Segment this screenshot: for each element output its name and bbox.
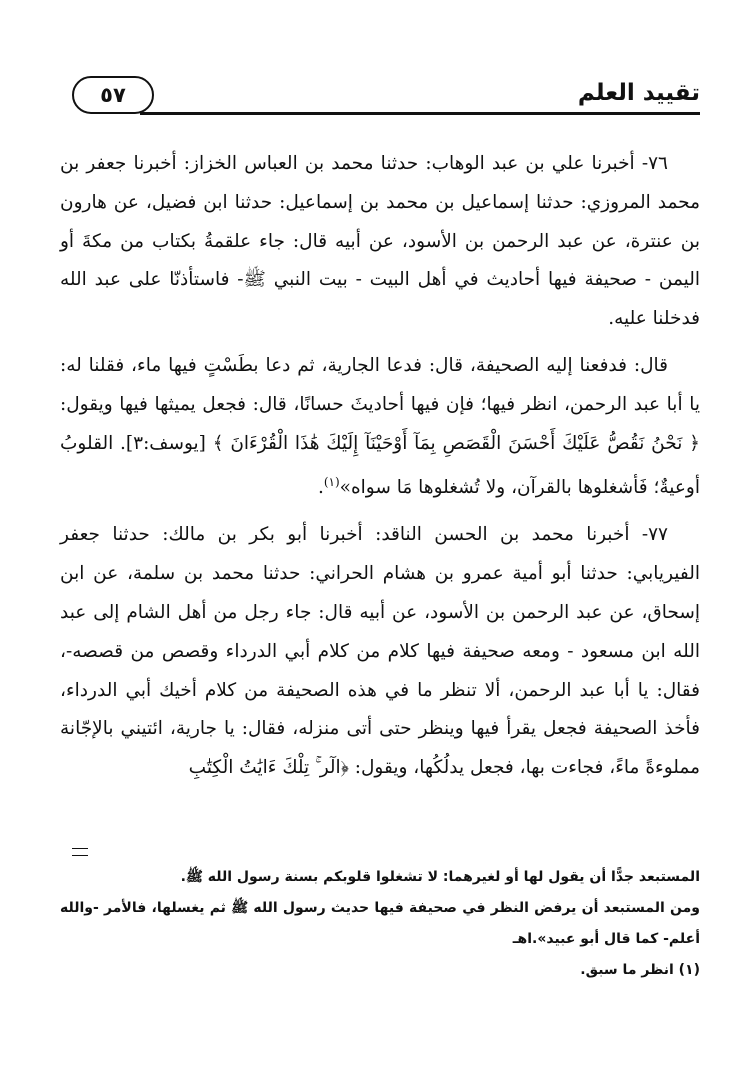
footnotes	[60, 862, 700, 986]
hadith-76-continuation	[60, 347, 700, 508]
footnote-line: ومن المستبعد أن يرفض النظر في صحيفة فيها حديث رسول الله ﷺ ثم يغسلها، فالأمر -والله أعلم- كما قال أبو عبيد».اهـ	[60, 900, 700, 947]
hadith-76-continuation-text: قال: فدفعنا إليه الصحيفة، قال: فدعا الجارية، ثم دعا بطَسْتٍ فيها ماء، فقلنا له: يا أبا عبد الرحمن، انظر فيها؛ فإن فيها أحاديثَ حسانًا، قال: فجعل يميثها فيها ويقول: ﴿ نَحْنُ نَقُصُّ عَلَيْكَ أَحْسَنَ الْقَصَصِ بِمَآ أَوْحَيْنَآ إِلَيْكَ هَٰذَا الْقُرْءَانَ ﴾ [يوسف:٣]. القلوبُ أوعيةٌ؛ فَأشغلوها بالقرآن، ولا تُشغلوها مَا سواه»	[60, 354, 700, 499]
hadith-77-paragraph: ٧٧- أخبرنا محمد بن الحسن الناقد: أخبرنا أبو بكر بن مالك: حدثنا جعفر الفيريابي: حدثنا أبو أمية عمرو بن هشام الحراني: حدثنا محمد بن سلمة، عن ابن إسحاق، عن عبد الرحمن بن الأسود، عن أبيه قال: جاء رجل من أهل الشام إلى عبد الله ابن مسعود - ومعه صحيفة فيها كلام من كلام أبي الدرداء وقصص من قصصه-، فقال: يا أبا عبد الرحمن، ألا تنظر ما في هذه الصحيفة من كلام أخيك أبي الدرداء، فأخذ الصحيفة فجعل يقرأ فيها وينظر حتى أتى منزله، فقال: يا جارية، ائتيني بالإجّانة مملوءةً ماءً، فجاءت بها، فجعل يدلُكُها، ويقول: ﴿الٓر ۚ تِلْكَ ءَايَٰتُ الْكِتَٰبِ	[60, 524, 700, 779]
page-header	[60, 76, 700, 116]
page-number: ٥٧	[72, 76, 154, 114]
header-rule	[140, 112, 700, 115]
paragraph-end-period: .	[317, 477, 324, 499]
footnote-separator	[72, 848, 88, 856]
hadith-76-paragraph: ٧٦- أخبرنا علي بن عبد الوهاب: حدثنا محمد بن العباس الخزاز: أخبرنا جعفر بن محمد المروزي: حدثنا إسماعيل بن محمد بن إسماعيل: حدثنا ابن فضيل، عن هارون بن عنترة، عن عبد الرحمن بن الأسود، عن أبيه قال: جاء علقمةُ بكتاب من مكةَ أو اليمن - صحيفة فيها أحاديث في أهل البيت - بيت النبي ﷺ- فاستأذنّا على عبد الله فدخلنا عليه.	[60, 153, 700, 330]
footnote-line: (١) انظر ما سبق.	[580, 962, 700, 978]
footnote-line: المستبعد جدًّا أن يقول لها أو لغيرهما: لا تشغلوا قلوبكم بسنة رسول الله ﷺ.	[180, 869, 700, 885]
book-title: تقييد العلم	[577, 80, 700, 106]
footnote-marker: (١)	[323, 475, 340, 490]
main-text	[60, 145, 700, 788]
